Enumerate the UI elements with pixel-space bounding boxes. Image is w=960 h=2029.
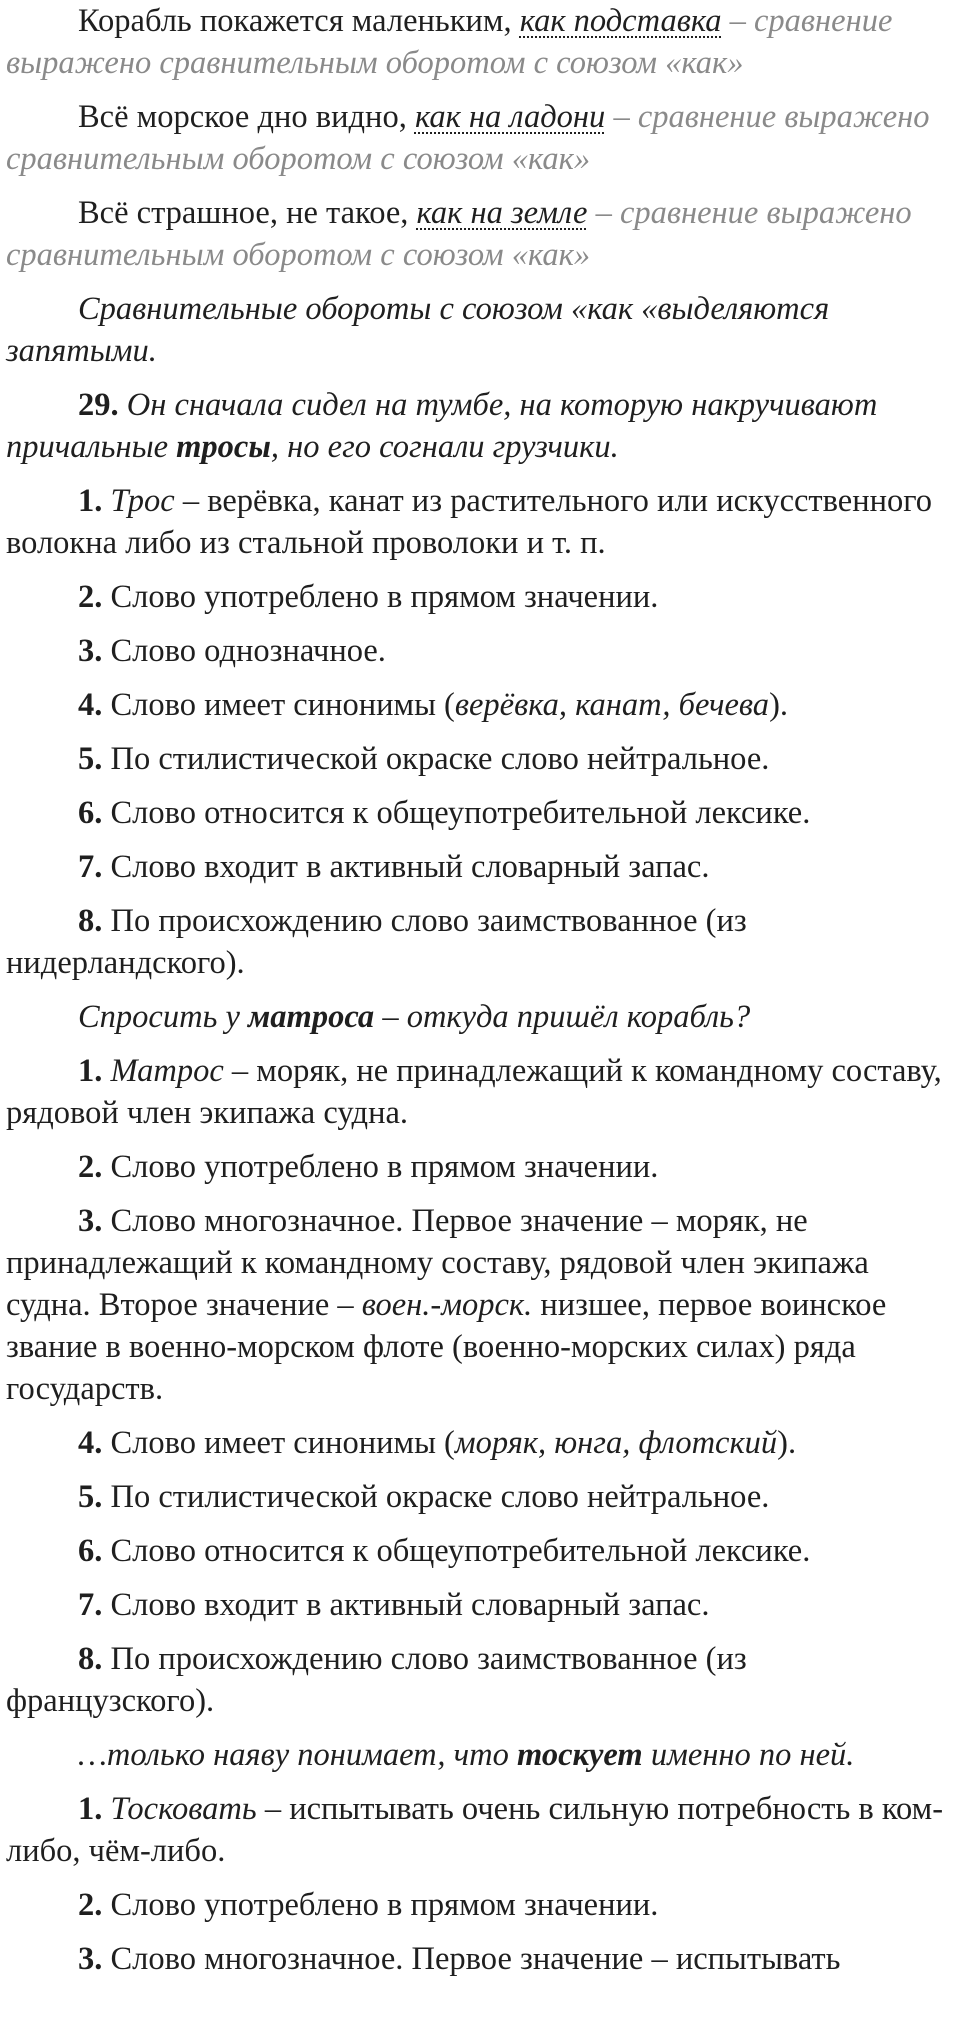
text-segment: 1.	[78, 483, 111, 519]
paragraph	[6, 738, 954, 780]
paragraph	[6, 1734, 954, 1776]
text-segment: Матрос	[110, 1053, 224, 1089]
text-segment: Слово употреблено в прямом значении.	[110, 579, 659, 615]
paragraph	[6, 288, 954, 372]
paragraph	[6, 384, 954, 468]
text-segment: – сравнение выражено сравнительным оборотом с союзом «как»	[6, 99, 930, 177]
text-segment: 3.	[78, 1203, 111, 1239]
text-segment: как на ладони	[414, 99, 606, 135]
text-segment: По стилистической окраске слово нейтральное.	[110, 741, 770, 777]
text-segment: матроса	[248, 999, 375, 1035]
text-segment: 2.	[78, 1149, 111, 1185]
paragraph	[6, 1050, 954, 1134]
paragraph	[6, 1938, 954, 1980]
text-segment: 3.	[78, 1941, 111, 1977]
text-segment: По происхождению слово заимствованное (из нидерландского).	[6, 903, 747, 981]
text-segment: – испытывать очень сильную потребность в ком-либо, чём-либо.	[6, 1791, 944, 1869]
paragraph	[6, 1476, 954, 1518]
paragraph	[6, 1584, 954, 1626]
text-segment: моряк, юнга, флотский	[454, 1425, 778, 1461]
text-segment: Он сначала сидел на тумбе, на которую накручивают причальные	[6, 387, 878, 465]
text-segment: воен.-морск.	[361, 1287, 533, 1323]
text-segment: Слово многозначное. Первое значение – моряк, не принадлежащий к командному составу, рядовой член экипажа судна. Второе значение –	[6, 1203, 869, 1323]
text-segment: 5.	[78, 1479, 111, 1515]
text-segment: 4.	[78, 687, 111, 723]
text-segment: верёвка, канат, бечева	[454, 687, 770, 723]
text-segment: Всё морское дно видно,	[78, 99, 415, 135]
text-segment: Трос	[110, 483, 175, 519]
text-segment: – сравнение выражено сравнительным оборотом с союзом «как»	[6, 195, 912, 273]
paragraph	[6, 996, 954, 1038]
paragraph	[6, 1200, 954, 1410]
text-segment: Спросить у	[78, 999, 249, 1035]
text-segment: Слово многозначное. Первое значение – испытывать	[110, 1941, 841, 1977]
paragraph	[6, 96, 954, 180]
text-segment: тоскует	[517, 1737, 643, 1773]
text-segment: Слово входит в активный словарный запас.	[110, 849, 710, 885]
text-segment: – верёвка, канат из растительного или искусственного волокна либо из стальной проволоки и т. п.	[6, 483, 933, 561]
text-segment: По происхождению слово заимствованное (из французского).	[6, 1641, 747, 1719]
text-segment: Всё страшное, не такое,	[78, 195, 417, 231]
text-segment: 2.	[78, 579, 111, 615]
text-segment: 2.	[78, 1887, 111, 1923]
paragraph	[6, 1884, 954, 1926]
text-segment: Слово употреблено в прямом значении.	[110, 1887, 659, 1923]
text-segment: 29.	[78, 387, 127, 423]
paragraph	[6, 846, 954, 888]
text-segment: Слово имеет синонимы (	[110, 1425, 455, 1461]
text-segment: 1.	[78, 1053, 111, 1089]
paragraph	[6, 630, 954, 672]
text-segment: ).	[769, 687, 789, 723]
text-segment: тросы	[176, 429, 271, 465]
paragraph	[6, 792, 954, 834]
text-segment: 7.	[78, 1587, 111, 1623]
text-segment: – сравнение выражено сравнительным оборотом с союзом «как»	[6, 3, 893, 81]
paragraph	[6, 480, 954, 564]
paragraph	[6, 576, 954, 618]
text-segment: как на земле	[416, 195, 588, 231]
text-segment: именно по ней.	[642, 1737, 855, 1773]
document-page	[6, 0, 954, 1992]
paragraph	[6, 1638, 954, 1722]
text-segment: Тосковать	[110, 1791, 257, 1827]
text-segment: 8.	[78, 903, 111, 939]
text-segment: ).	[777, 1425, 797, 1461]
text-segment: Слово употреблено в прямом значении.	[110, 1149, 659, 1185]
text-segment: 3.	[78, 633, 111, 669]
text-segment: 1.	[78, 1791, 111, 1827]
text-segment: 6.	[78, 795, 111, 831]
text-segment: 8.	[78, 1641, 111, 1677]
text-segment: – откуда пришёл корабль?	[374, 999, 751, 1035]
text-segment: 5.	[78, 741, 111, 777]
paragraph	[6, 684, 954, 726]
paragraph	[6, 1146, 954, 1188]
text-segment: низшее, первое воинское звание в военно-морском флоте (военно-морских силах) ряда государств.	[6, 1287, 887, 1407]
text-segment: Слово относится к общеупотребительной лексике.	[110, 1533, 811, 1569]
text-segment: Сравнительные обороты с союзом «как «выделяются запятыми.	[6, 291, 830, 369]
paragraph	[6, 0, 954, 84]
text-segment: Слово входит в активный словарный запас.	[110, 1587, 710, 1623]
paragraph	[6, 1530, 954, 1572]
paragraph	[6, 1422, 954, 1464]
paragraph	[6, 192, 954, 276]
text-segment: По стилистической окраске слово нейтральное.	[110, 1479, 770, 1515]
text-segment: как подставка	[519, 3, 722, 39]
text-segment: 4.	[78, 1425, 111, 1461]
text-segment: …только наяву понимает, что	[78, 1737, 517, 1773]
text-segment: , но его согнали грузчики.	[270, 429, 619, 465]
text-segment: 7.	[78, 849, 111, 885]
text-segment: Корабль покажется маленьким,	[78, 3, 520, 39]
text-segment: – моряк, не принадлежащий к командному составу, рядовой член экипажа судна.	[6, 1053, 942, 1131]
text-segment: Слово имеет синонимы (	[110, 687, 455, 723]
text-segment: Слово относится к общеупотребительной лексике.	[110, 795, 811, 831]
paragraph	[6, 1788, 954, 1872]
paragraph	[6, 900, 954, 984]
text-segment: 6.	[78, 1533, 111, 1569]
text-segment: Слово однозначное.	[110, 633, 386, 669]
